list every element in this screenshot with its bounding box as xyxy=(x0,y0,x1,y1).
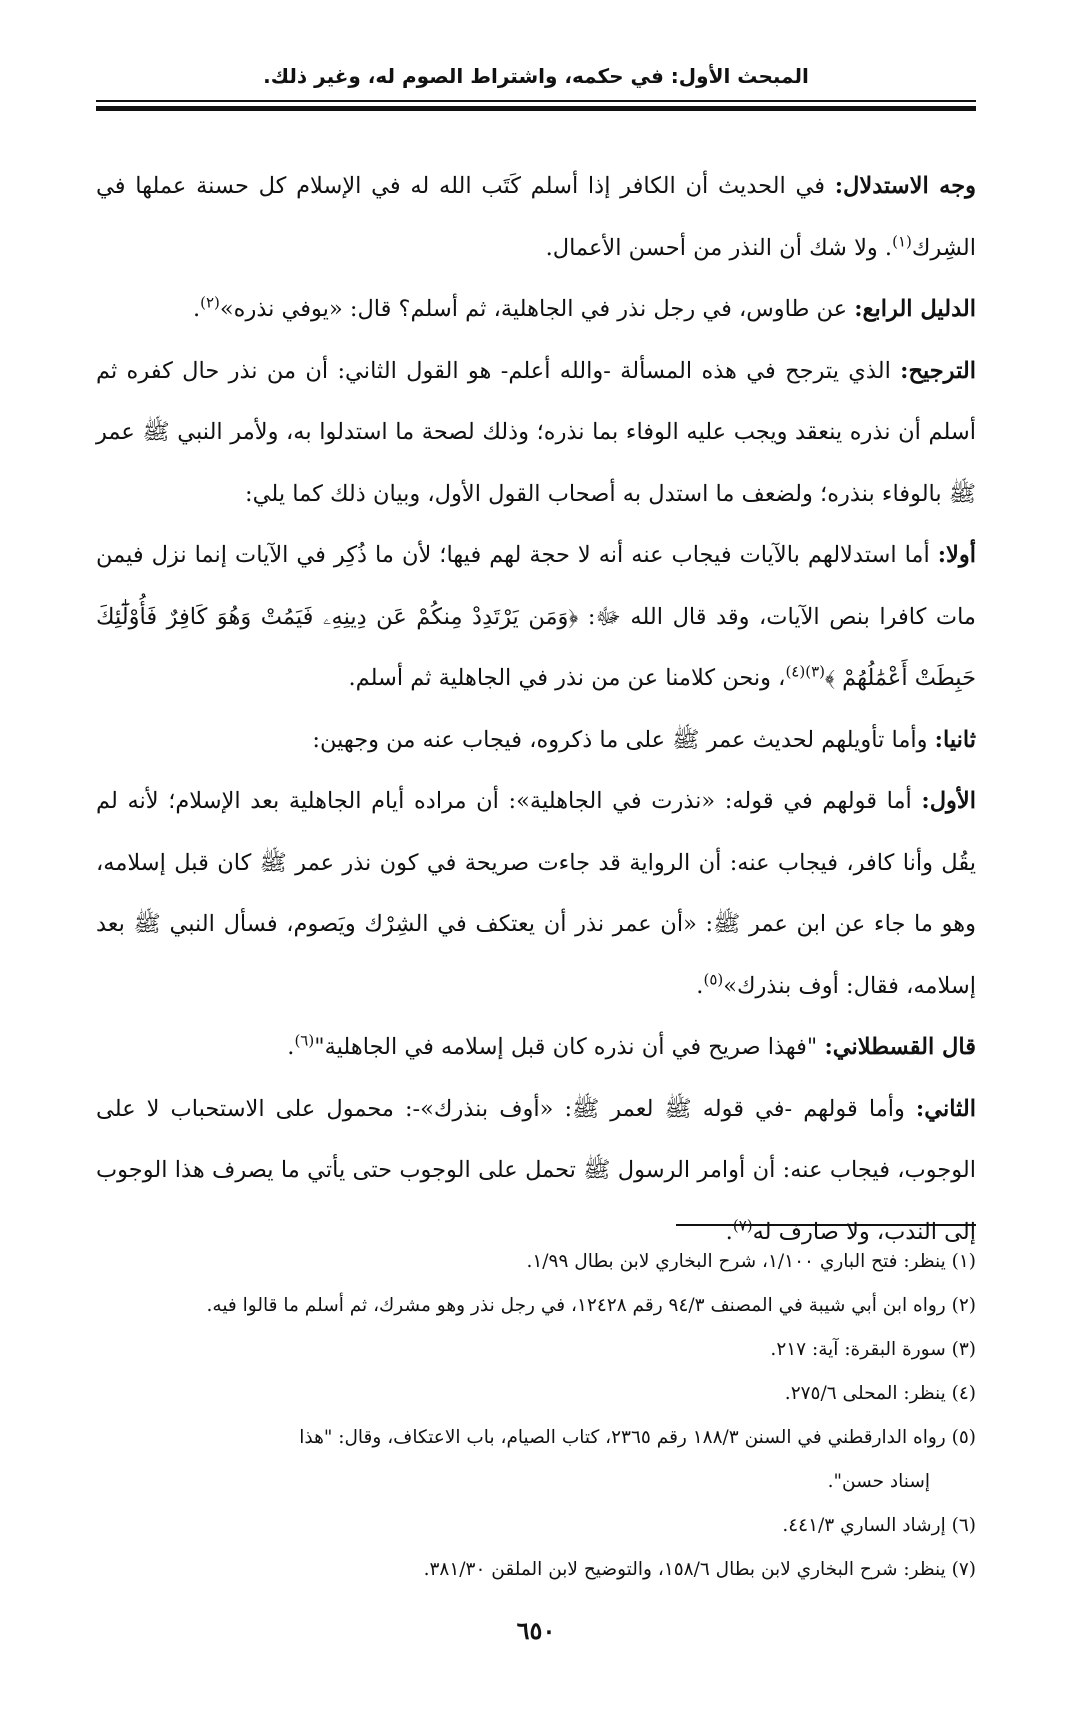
footnote-7: (٧) ينظر: شرح البخاري لابن بطال ١٥٨/٦، والتوضيح لابن الملقن ٣٨١/٣٠. xyxy=(423,1559,976,1580)
footnote-1: (١) ينظر: فتح الباري ١/١٠٠، شرح البخاري لابن بطال ١/٩٩. xyxy=(526,1251,976,1272)
page-number: ٦٥٠ xyxy=(516,1616,556,1645)
paragraph-label: قال القسطلاني: xyxy=(824,1034,976,1060)
paragraph-istidlal xyxy=(96,156,976,279)
footnote-ref: (٥) xyxy=(703,970,724,988)
paragraph-label: الأول: xyxy=(921,788,976,814)
paragraph-text: وأما تأويلهم لحديث عمر ﷺ على ما ذكروه، فيجاب عنه من وجهين: xyxy=(312,726,935,753)
paragraph-second xyxy=(96,710,976,772)
paragraph-tarjih xyxy=(96,341,976,526)
footnote-ref: (٦) xyxy=(294,1031,315,1050)
paragraph-label: أولا: xyxy=(937,542,976,568)
footnote-4: (٤) ينظر: المحلى ٢٧٥/٦. xyxy=(784,1383,976,1404)
header-rule-thick xyxy=(96,106,976,111)
paragraph-text: وأما قولهم -في قوله ﷺ لعمر ﷺ: «أوف بنذرك»-: محمول على الاستحباب لا على الوجوب، فيجاب عنه: أن أوامر الرسول ﷺ تحمل على الوجوب حتى يأتي ما يصرف هذا الوجوب إلى الندب، ولا صارف له xyxy=(96,1095,976,1245)
paragraph-first xyxy=(96,525,976,710)
paragraph-aspect-two xyxy=(96,1079,976,1264)
paragraph-fourth-evidence xyxy=(96,279,976,341)
paragraph-tail: ، ونحن كلامنا عن من نذر في الجاهلية ثم أسلم. xyxy=(348,665,786,691)
paragraph-text: في الحديث أن الكافر إذا أسلم كَتَب الله له في الإسلام كل حسنة عملها في الشِرك xyxy=(96,173,976,261)
footnote-separator xyxy=(676,1224,976,1226)
paragraph-label: الدليل الرابع: xyxy=(854,296,976,322)
paragraph-tail: . xyxy=(725,1218,733,1245)
footnote-5-continued: إسناد حسن". xyxy=(827,1471,930,1492)
paragraph-text: أما استدلالهم بالآيات فيجاب عنه أنه لا حجة لهم فيها؛ لأن ما ذُكِر في الآيات إنما نزل فيمن مات كافرا بنص الآيات، وقد قال الله ﷻ: ﴿وَمَن يَرْتَدِدْ مِنكُمْ عَن دِينِهِۦ فَيَمُتْ وَهُوَ كَافِرٌ فَأُوْلَٰٓئِكَ حَبِطَتْ أَعْمَٰلُهُمْ ﴾ xyxy=(96,542,976,691)
footnote-2: (٢) رواه ابن أبي شيبة في المصنف ٩٤/٣ رقم ١٢٤٢٨، في رجل نذر وهو مشرك، ثم أسلم ما قالوا فيه. xyxy=(206,1295,976,1316)
paragraph-text: الذي يترجح في هذه المسألة -والله أعلم- هو القول الثاني: أن من نذر حال كفره ثم أسلم أن نذره ينعقد ويجب عليه الوفاء بما نذره؛ وذلك لصحة ما استدلوا به، ولأمر النبي ﷺ عمر ﷺ بالوفاء بنذره؛ ولضعف ما استدل به أصحاب القول الأول، وبيان ذلك كما يلي: xyxy=(96,357,976,507)
footnote-ref: (٣)(٤) xyxy=(785,662,825,681)
paragraph-label: الترجيح: xyxy=(900,357,976,384)
footnote-5: (٥) رواه الدارقطني في السنن ١٨٨/٣ رقم ٢٣٦٥، كتاب الصيام، باب الاعتكاف، وقال: "هذا xyxy=(299,1427,976,1448)
footnote-3: (٣) سورة البقرة: آية: ٢١٧. xyxy=(770,1339,976,1360)
paragraph-text: أما قولهم في قوله: «نذرت في الجاهلية»: أن مراده أيام الجاهلية بعد الإسلام؛ لأنه لم يقُل وأنا كافر، فيجاب عنه: أن الرواية قد جاءت صريحة في كون نذر عمر ﷺ كان قبل إسلامه، وهو ما جاء عن ابن عمر ﷺ: «أن عمر نذر أن يعتكف في الشِرْك ويَصوم، فسأل النبي ﷺ بعد إسلامه، فقال: أوف بنذرك» xyxy=(96,788,976,999)
main-text xyxy=(96,156,976,1263)
paragraph-label: وجه الاستدلال: xyxy=(834,173,976,199)
running-header: المبحث الأول: في حكمه، واشتراط الصوم له، وغير ذلك. xyxy=(263,64,809,88)
paragraph-tail: . xyxy=(192,296,201,322)
paragraph-text: "فهذا صريح في أن نذره كان قبل إسلامه في الجاهلية" xyxy=(314,1034,825,1060)
paragraph-text: عن طاوس، في رجل نذر في الجاهلية، ثم أسلم؟ قال: «يوفي نذره» xyxy=(219,296,855,322)
paragraph-tail: . xyxy=(287,1034,295,1060)
footnote-ref: (١) xyxy=(892,232,912,250)
footnote-6: (٦) إرشاد الساري ٤٤١/٣. xyxy=(782,1515,976,1536)
paragraph-label: الثاني: xyxy=(915,1095,976,1122)
footnote-ref: (٧) xyxy=(732,1216,753,1234)
footnote-ref: (٢) xyxy=(200,293,220,312)
paragraph-tail: . xyxy=(696,972,704,999)
paragraph-aspect-one xyxy=(96,771,976,1017)
paragraph-qastallani xyxy=(96,1017,976,1079)
paragraph-tail: . ولا شك أن النذر من أحسن الأعمال. xyxy=(545,234,893,261)
header-rule-thin xyxy=(96,100,976,102)
footnotes xyxy=(96,1240,976,1592)
paragraph-label: ثانيا: xyxy=(934,726,976,753)
